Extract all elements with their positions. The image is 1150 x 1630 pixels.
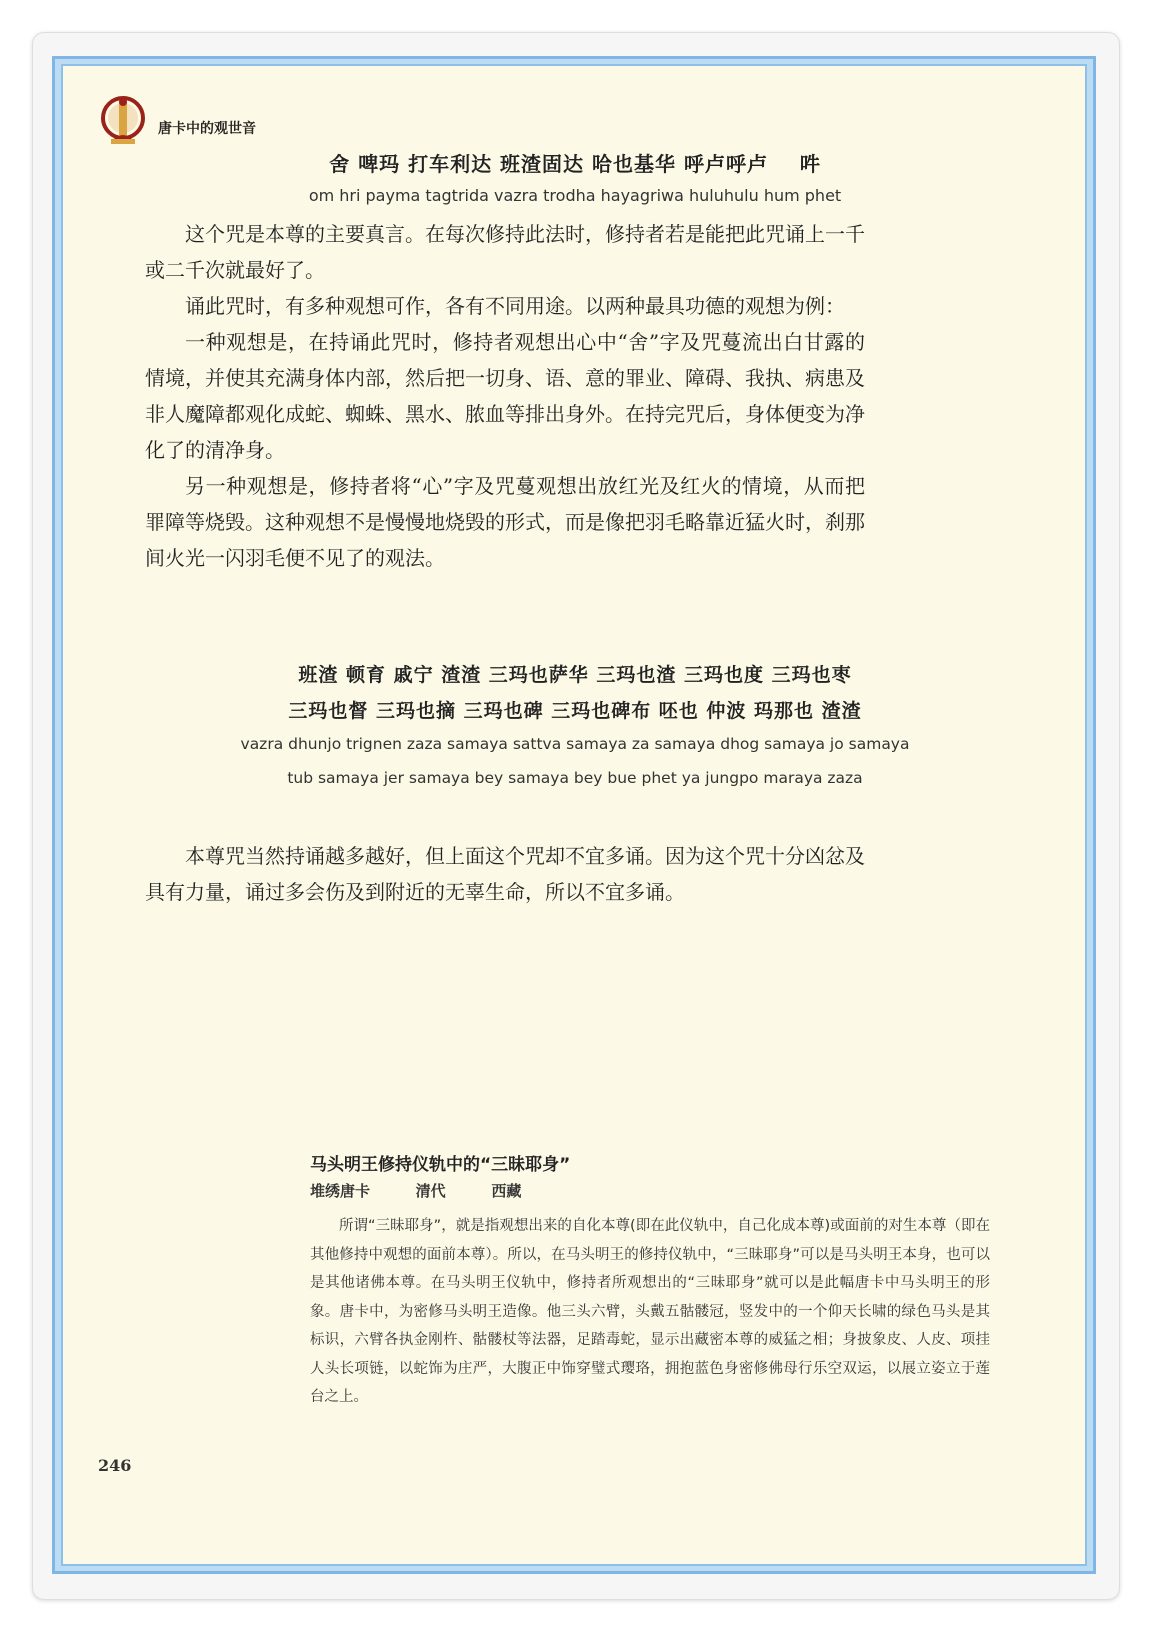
body-section-a	[145, 216, 865, 576]
paragraph: 一种观想是，在持诵此咒时，修持者观想出心中“舍”字及咒蔓流出白甘露的情境，并使其充满身体内部，然后把一切身、语、意的罪业、障碍、我执、病患及非人魔障都观化成蛇、蜘蛛、黑水、脓血等排出身外。在持完咒后，身体便变为净化了的清净身。	[145, 330, 865, 462]
mantra-roman-2b: tub samaya jer samaya bey samaya bey bue phet ya jungpo maraya zaza	[287, 769, 863, 787]
mantra-chinese-2b: 三玛也督 三玛也摘 三玛也碑 三玛也碑布 呸也 仲波 玛那也 渣渣	[288, 700, 862, 722]
mantra-roman-2a: vazra dhunjo trignen zaza samaya sattva samaya za samaya dhog samaya jo samaya	[240, 735, 910, 753]
caption-title: 马头明王修持仪轨中的“三昧耶身”	[310, 1155, 571, 1175]
caption-subtitle: 堆绣唐卡 清代 西藏	[310, 1182, 522, 1200]
paragraph: 本尊咒当然持诵越多越好，但上面这个咒却不宜多诵。因为这个咒十分凶忿及具有力量，诵过多会伤及到附近的无辜生命，所以不宜多诵。	[145, 844, 865, 904]
mantra-chinese-2a: 班渣 顿育 戚宁 渣渣 三玛也萨华 三玛也渣 三玛也度 三玛也枣	[298, 664, 852, 686]
mantra-chinese-1: 舍 啤玛 打车利达 班渣固达 哈也基华 呼卢呼卢 吽	[329, 152, 821, 176]
paragraph: 这个咒是本尊的主要真言。在每次修持此法时，修持者若是能把此咒诵上一千或二千次就最好了。	[145, 222, 865, 282]
buddha-emblem-icon	[100, 92, 146, 148]
mantra-roman-1: om hri payma tagtrida vazra trodha hayagriwa huluhulu hum phet	[308, 186, 842, 205]
body-section-b	[145, 838, 865, 910]
page-number: 246	[98, 1456, 132, 1475]
paragraph: 诵此咒时，有多种观想可作，各有不同用途。以两种最具功德的观想为例：	[185, 294, 845, 318]
paragraph: 另一种观想是，修持者将“心”字及咒蔓观想出放红光及红火的情境，从而把罪障等烧毁。这种观想不是慢慢地烧毁的形式，而是像把羽毛略靠近猛火时，刹那间火光一闪羽毛便不见了的观法。	[145, 474, 865, 570]
caption-body: 所谓“三昧耶身”，就是指观想出来的自化本尊(即在此仪轨中，自己化成本尊)或面前的对生本尊（即在其他修持中观想的面前本尊）。所以，在马头明王的修持仪轨中，“三昧耶身”可以是马头明王本身，也可以是其他诸佛本尊。在马头明王仪轨中，修持者所观想出的“三昧耶身”就可以是此幅唐卡中马头明王的形象。唐卡中，为密修马头明王造像。他三头六臂，头戴五骷髅冠，竖发中的一个仰天长啸的绿色马头是其标识，六臂各执金刚杵、骷髅杖等法器，足踏毒蛇，显示出藏密本尊的威猛之相；身披象皮、人皮、项挂人头长项链，以蛇饰为庄严，大腹正中饰穿璧式璎珞，拥抱蓝色身密修佛母行乐空双运，以展立姿立于莲台之上。	[310, 1218, 990, 1405]
header-title: 唐卡中的观世音	[158, 121, 256, 137]
running-header	[100, 92, 400, 148]
